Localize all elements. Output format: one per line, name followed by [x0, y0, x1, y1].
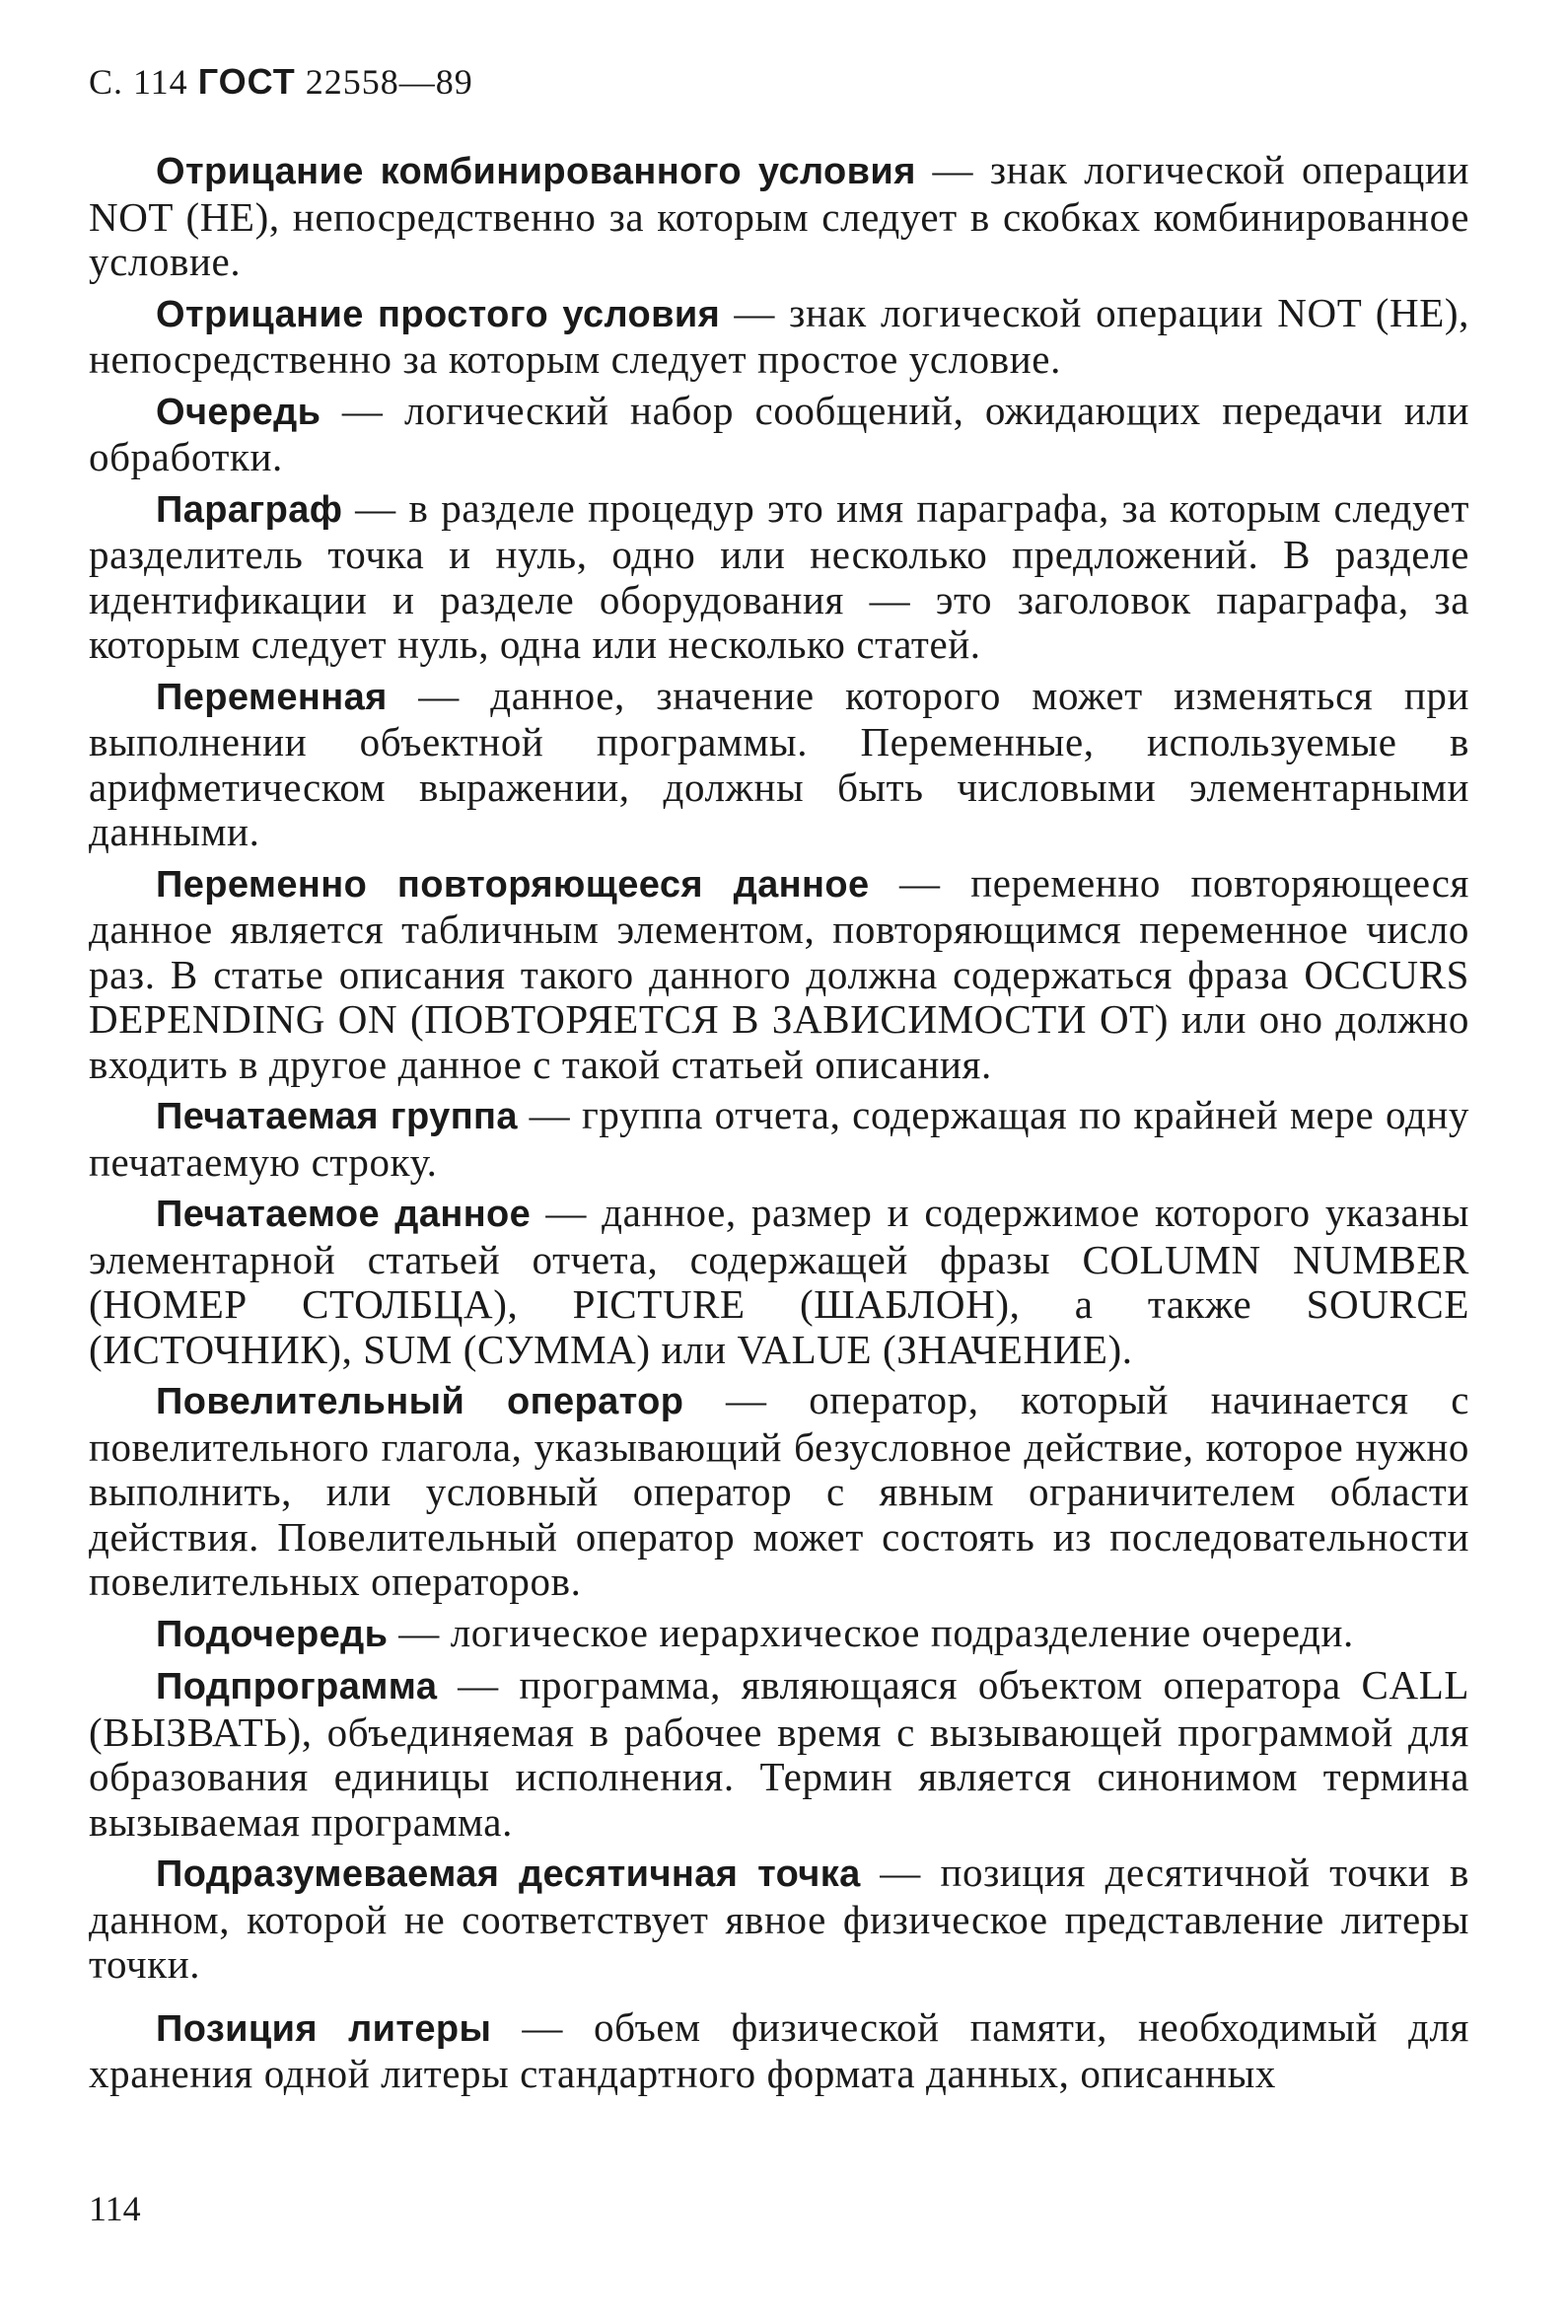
entry-term: Повелительный оператор	[156, 1381, 684, 1422]
standard-number: 22558—89	[305, 62, 473, 102]
glossary-entry	[89, 1851, 1469, 1988]
entry-term: Отрицание простого условия	[156, 293, 721, 335]
entry-definition: — знак логической операции NOT (НЕ), непосредственно за которым следует простое условие.	[89, 289, 1470, 382]
entry-definition: — программа, являющаяся объектом оператора CALL (ВЫЗВАТЬ), объединяемая в рабочее время с вызывающей программой для образования единицы исполнения. Термин является синонимом термина вызываемая программа.	[89, 1662, 1469, 1845]
glossary-entry	[89, 389, 1469, 480]
entry-term: Отрицание комбинированного условия	[156, 151, 916, 192]
glossary-entry	[89, 1093, 1469, 1185]
entry-definition: — данное, значение которого может изменяться при выполнении объектной программы. Переменные, используемые в арифметическом выражении, должны быть числовыми элементарными данными.	[89, 672, 1469, 854]
glossary-entry	[89, 486, 1469, 668]
entry-term: Подпрограмма	[156, 1666, 438, 1707]
standard-label: ГОСТ	[197, 61, 296, 102]
glossary-entries	[89, 148, 1469, 2103]
running-head	[89, 61, 473, 103]
entry-definition: — объем физической памяти, необходимый для хранения одной литеры стандартного формата данных, описанных	[89, 2003, 1470, 2096]
entry-definition: — в разделе процедур это имя параграфа, за которым следует разделитель точка и нуль, одно или несколько предложений. В разделе идентификации и разделе оборудования — это заголовок параграфа, за которым следует нуль, одна или несколько статей.	[89, 484, 1469, 667]
glossary-entry	[89, 291, 1469, 383]
entry-term: Переменно повторяющееся данное	[156, 863, 870, 906]
entry-term: Позиция литеры	[156, 2007, 492, 2050]
glossary-entry	[89, 861, 1469, 1088]
entry-term: Очередь	[156, 391, 321, 433]
glossary-entry	[89, 674, 1469, 855]
page-reference: С. 114	[89, 62, 188, 102]
entry-definition: — логическое иерархическое подразделение очереди.	[388, 1609, 1354, 1655]
glossary-entry	[89, 2005, 1469, 2097]
entry-term: Параграф	[156, 488, 343, 531]
entry-definition: — логический набор сообщений, ожидающих передачи или обработки.	[89, 387, 1469, 479]
glossary-entry	[89, 148, 1469, 285]
entry-definition: — переменно повторяющееся данное является табличным элементом, повторяющимся переменное число раз. В статье описания такого данного должна содержаться фраза OCCURS DEPENDING ON (ПОВТОРЯЕТСЯ В ЗАВИСИМОСТИ ОТ) или оно должно входить в другое данное с такой статьей описания.	[89, 859, 1470, 1087]
entry-definition: — знак логической операции NOT (НЕ), непосредственно за которым следует в скобках комбинированное условие.	[89, 147, 1469, 284]
entry-term: Печатаемая группа	[156, 1096, 518, 1137]
entry-term: Подочередь	[156, 1613, 389, 1655]
entry-term: Переменная	[156, 676, 388, 718]
glossary-entry	[89, 1191, 1469, 1372]
glossary-entry	[89, 1663, 1469, 1845]
glossary-entry	[89, 1611, 1469, 1658]
page-number: 114	[89, 2189, 141, 2228]
entry-term: Печатаемое данное	[156, 1194, 532, 1235]
glossary-entry	[89, 1378, 1469, 1605]
entry-definition: — группа отчета, содержащая по крайней мере одну печатаемую строку.	[89, 1092, 1469, 1185]
entry-term: Подразумеваемая десятичная точка	[156, 1853, 861, 1895]
entry-definition: — оператор, который начинается с повелительного глагола, указывающий безусловное действие, которое нужно выполнить, или условный оператор с явным ограничителем области действия. Повелительный оператор может состоять из последовательности повелительных операторов.	[89, 1377, 1470, 1604]
entry-definition: — данное, размер и содержимое которого указаны элементарной статьей отчета, содержащей фразы COLUMN NUMBER (НОМЕР СТОЛБЦА), PICTURE (ШАБЛОН), а также SOURCE (ИСТОЧНИК), SUM (СУММА) или VALUE (ЗНАЧЕНИЕ).	[89, 1190, 1470, 1372]
entry-definition: — позиция десятичной точки в данном, которой не соответствует явное физическое представление литеры точки.	[89, 1850, 1470, 1987]
